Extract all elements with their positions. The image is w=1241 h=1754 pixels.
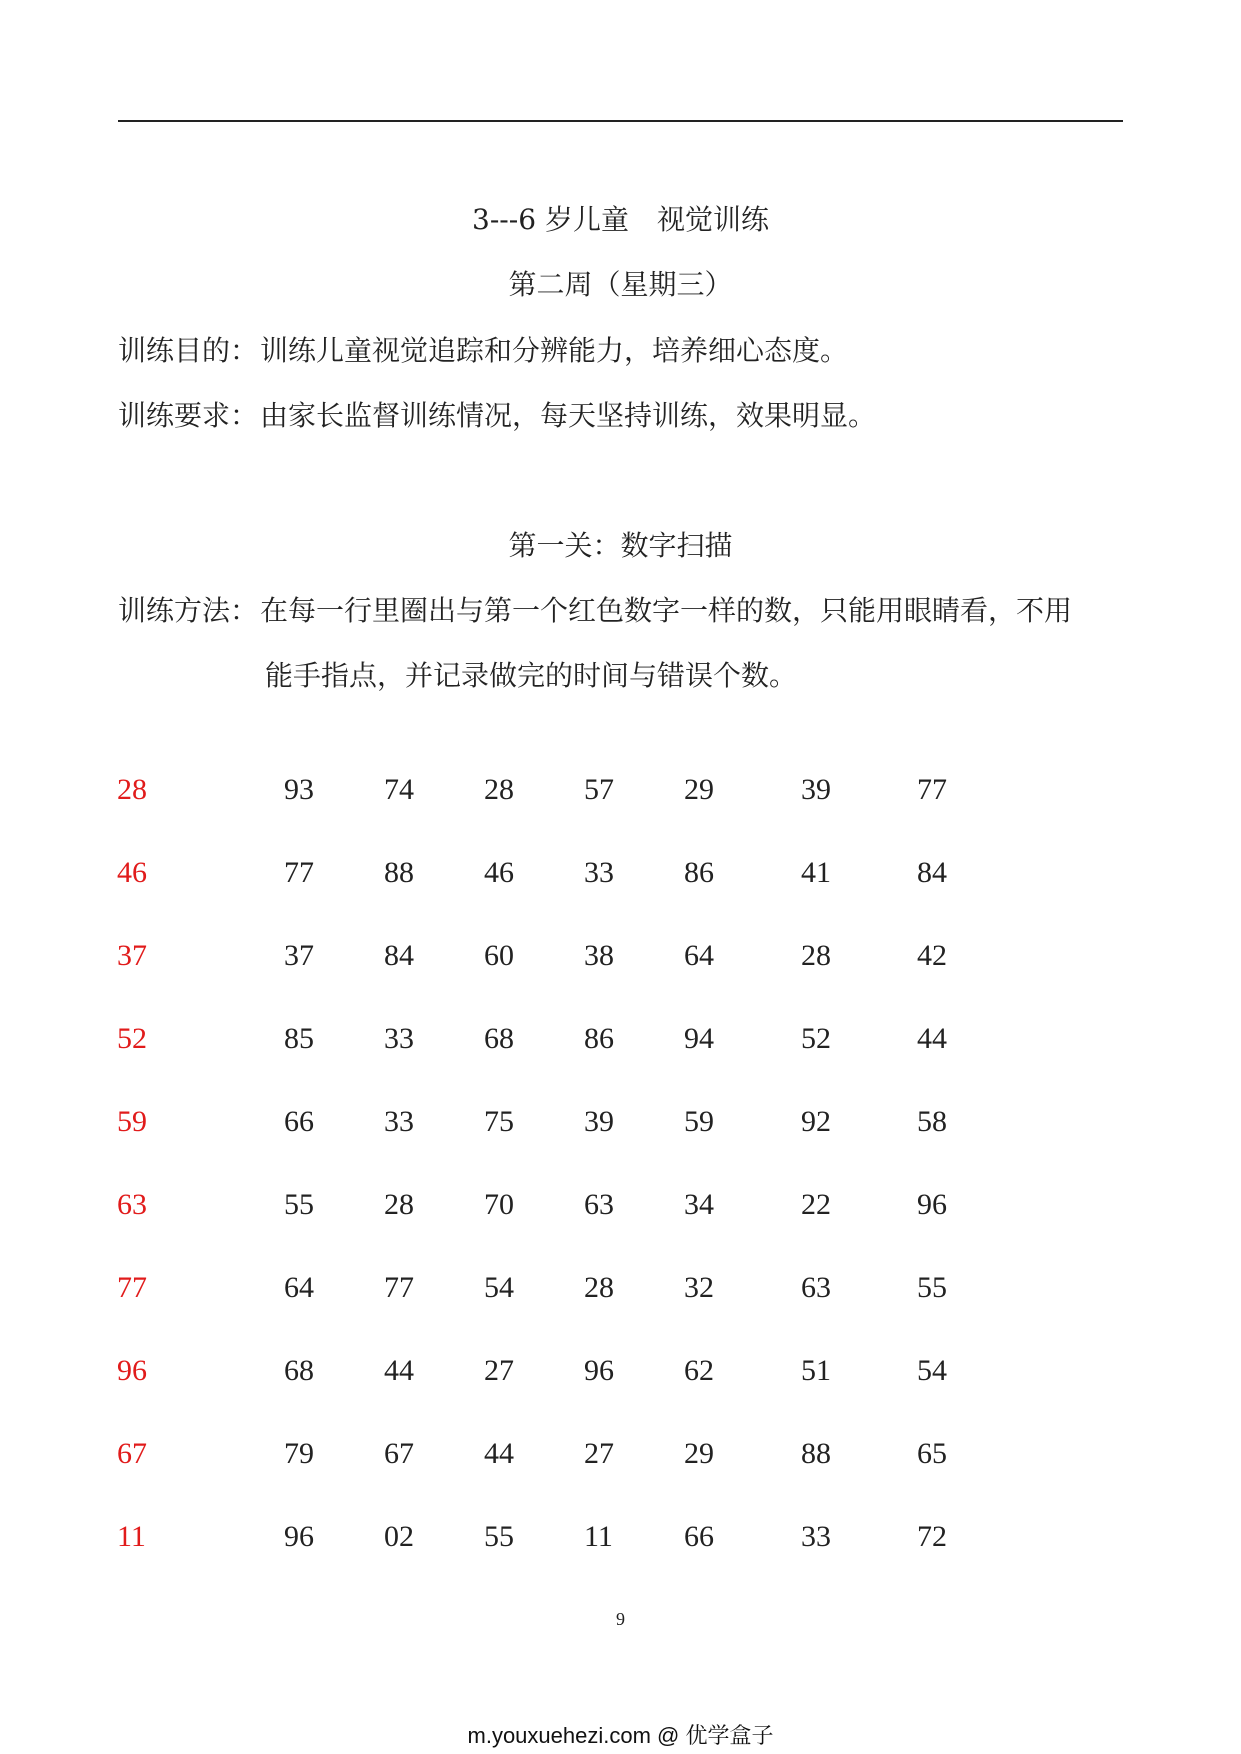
requirement-label: 训练要求： bbox=[118, 399, 259, 432]
training-purpose bbox=[118, 333, 1128, 369]
grid-number[interactable]: 37 bbox=[284, 939, 314, 972]
training-requirement bbox=[118, 398, 1128, 434]
grid-number[interactable]: 66 bbox=[684, 1520, 714, 1553]
grid-row bbox=[0, 1102, 1241, 1142]
purpose-text: 训练儿童视觉追踪和分辨能力，培养细心态度。 bbox=[260, 334, 849, 367]
grid-number[interactable]: 33 bbox=[384, 1105, 414, 1138]
grid-number[interactable]: 96 bbox=[917, 1188, 947, 1221]
page-title: 3---6 岁儿童 视觉训练 bbox=[472, 203, 769, 236]
grid-number[interactable]: 63 bbox=[584, 1188, 614, 1221]
grid-number[interactable]: 44 bbox=[384, 1354, 414, 1387]
grid-number[interactable]: 54 bbox=[917, 1354, 947, 1387]
grid-number[interactable]: 84 bbox=[384, 939, 414, 972]
target-number: 77 bbox=[117, 1271, 147, 1304]
grid-row bbox=[0, 1268, 1241, 1308]
grid-row bbox=[0, 1351, 1241, 1391]
purpose-label: 训练目的： bbox=[118, 334, 259, 367]
grid-number[interactable]: 44 bbox=[484, 1437, 514, 1470]
grid-number[interactable]: 38 bbox=[584, 939, 614, 972]
grid-number[interactable]: 52 bbox=[801, 1022, 831, 1055]
grid-number[interactable]: 68 bbox=[484, 1022, 514, 1055]
grid-number[interactable]: 72 bbox=[917, 1520, 947, 1553]
target-number: 11 bbox=[117, 1520, 146, 1553]
grid-number[interactable]: 51 bbox=[801, 1354, 831, 1387]
grid-number[interactable]: 65 bbox=[917, 1437, 947, 1470]
grid-row bbox=[0, 936, 1241, 976]
grid-number[interactable]: 55 bbox=[917, 1271, 947, 1304]
grid-number[interactable]: 44 bbox=[917, 1022, 947, 1055]
footer-watermark: m.youxuehezi.com @ 优学盒子 bbox=[467, 1723, 774, 1748]
page-subtitle: 第二周（星期三） bbox=[508, 268, 733, 301]
target-number: 67 bbox=[117, 1437, 147, 1470]
grid-number[interactable]: 02 bbox=[384, 1520, 414, 1553]
grid-number[interactable]: 28 bbox=[384, 1188, 414, 1221]
grid-number[interactable]: 39 bbox=[584, 1105, 614, 1138]
grid-number[interactable]: 84 bbox=[917, 856, 947, 889]
requirement-text: 由家长监督训练情况，每天坚持训练，效果明显。 bbox=[260, 399, 877, 432]
grid-number[interactable]: 77 bbox=[384, 1271, 414, 1304]
grid-number[interactable]: 77 bbox=[284, 856, 314, 889]
grid-number[interactable]: 94 bbox=[684, 1022, 714, 1055]
grid-number[interactable]: 28 bbox=[584, 1271, 614, 1304]
section-title: 第一关：数字扫描 bbox=[508, 529, 733, 562]
grid-number[interactable]: 29 bbox=[684, 1437, 714, 1470]
grid-number[interactable]: 27 bbox=[584, 1437, 614, 1470]
header-rule bbox=[118, 120, 1123, 122]
grid-number[interactable]: 74 bbox=[384, 773, 414, 806]
grid-number[interactable]: 86 bbox=[684, 856, 714, 889]
grid-number[interactable]: 86 bbox=[584, 1022, 614, 1055]
grid-number[interactable]: 62 bbox=[684, 1354, 714, 1387]
grid-number[interactable]: 77 bbox=[917, 773, 947, 806]
grid-number[interactable]: 28 bbox=[484, 773, 514, 806]
grid-number[interactable]: 33 bbox=[801, 1520, 831, 1553]
grid-number[interactable]: 66 bbox=[284, 1105, 314, 1138]
grid-number[interactable]: 28 bbox=[801, 939, 831, 972]
target-number: 59 bbox=[117, 1105, 147, 1138]
grid-number[interactable]: 96 bbox=[584, 1354, 614, 1387]
grid-number[interactable]: 96 bbox=[284, 1520, 314, 1553]
page-number: 9 bbox=[616, 1609, 625, 1629]
grid-number[interactable]: 33 bbox=[384, 1022, 414, 1055]
grid-number[interactable]: 88 bbox=[801, 1437, 831, 1470]
grid-number[interactable]: 60 bbox=[484, 939, 514, 972]
grid-number[interactable]: 55 bbox=[284, 1188, 314, 1221]
target-number: 52 bbox=[117, 1022, 147, 1055]
target-number: 63 bbox=[117, 1188, 147, 1221]
grid-number[interactable]: 88 bbox=[384, 856, 414, 889]
grid-row bbox=[0, 1434, 1241, 1474]
grid-number[interactable]: 57 bbox=[584, 773, 614, 806]
grid-number[interactable]: 64 bbox=[284, 1271, 314, 1304]
grid-number[interactable]: 39 bbox=[801, 773, 831, 806]
grid-number[interactable]: 41 bbox=[801, 856, 831, 889]
grid-number[interactable]: 67 bbox=[384, 1437, 414, 1470]
grid-number[interactable]: 93 bbox=[284, 773, 314, 806]
target-number: 37 bbox=[117, 939, 147, 972]
grid-number[interactable]: 46 bbox=[484, 856, 514, 889]
grid-row bbox=[0, 770, 1241, 810]
grid-number[interactable]: 58 bbox=[917, 1105, 947, 1138]
grid-number[interactable]: 64 bbox=[684, 939, 714, 972]
grid-number[interactable]: 75 bbox=[484, 1105, 514, 1138]
grid-row bbox=[0, 1185, 1241, 1225]
grid-number[interactable]: 59 bbox=[684, 1105, 714, 1138]
training-method bbox=[118, 593, 1128, 629]
target-number: 96 bbox=[117, 1354, 147, 1387]
grid-row bbox=[0, 1517, 1241, 1557]
grid-number[interactable]: 42 bbox=[917, 939, 947, 972]
method-line-1: 在每一行里圈出与第一个红色数字一样的数，只能用眼睛看，不用 bbox=[260, 594, 1073, 627]
grid-number[interactable]: 85 bbox=[284, 1022, 314, 1055]
grid-row bbox=[0, 853, 1241, 893]
grid-number[interactable]: 68 bbox=[284, 1354, 314, 1387]
method-line-2: 能手指点，并记录做完的时间与错误个数。 bbox=[265, 659, 798, 692]
method-label: 训练方法： bbox=[118, 594, 259, 627]
grid-number[interactable]: 34 bbox=[684, 1188, 714, 1221]
grid-number[interactable]: 33 bbox=[584, 856, 614, 889]
target-number: 28 bbox=[117, 773, 147, 806]
target-number: 46 bbox=[117, 856, 147, 889]
grid-number[interactable]: 70 bbox=[484, 1188, 514, 1221]
grid-number[interactable]: 27 bbox=[484, 1354, 514, 1387]
grid-number[interactable]: 55 bbox=[484, 1520, 514, 1553]
grid-number[interactable]: 22 bbox=[801, 1188, 831, 1221]
grid-number[interactable]: 79 bbox=[284, 1437, 314, 1470]
grid-number[interactable]: 11 bbox=[584, 1520, 613, 1553]
grid-number[interactable]: 29 bbox=[684, 773, 714, 806]
grid-number[interactable]: 32 bbox=[684, 1271, 714, 1304]
grid-number[interactable]: 63 bbox=[801, 1271, 831, 1304]
grid-row bbox=[0, 1019, 1241, 1059]
grid-number[interactable]: 92 bbox=[801, 1105, 831, 1138]
grid-number[interactable]: 54 bbox=[484, 1271, 514, 1304]
